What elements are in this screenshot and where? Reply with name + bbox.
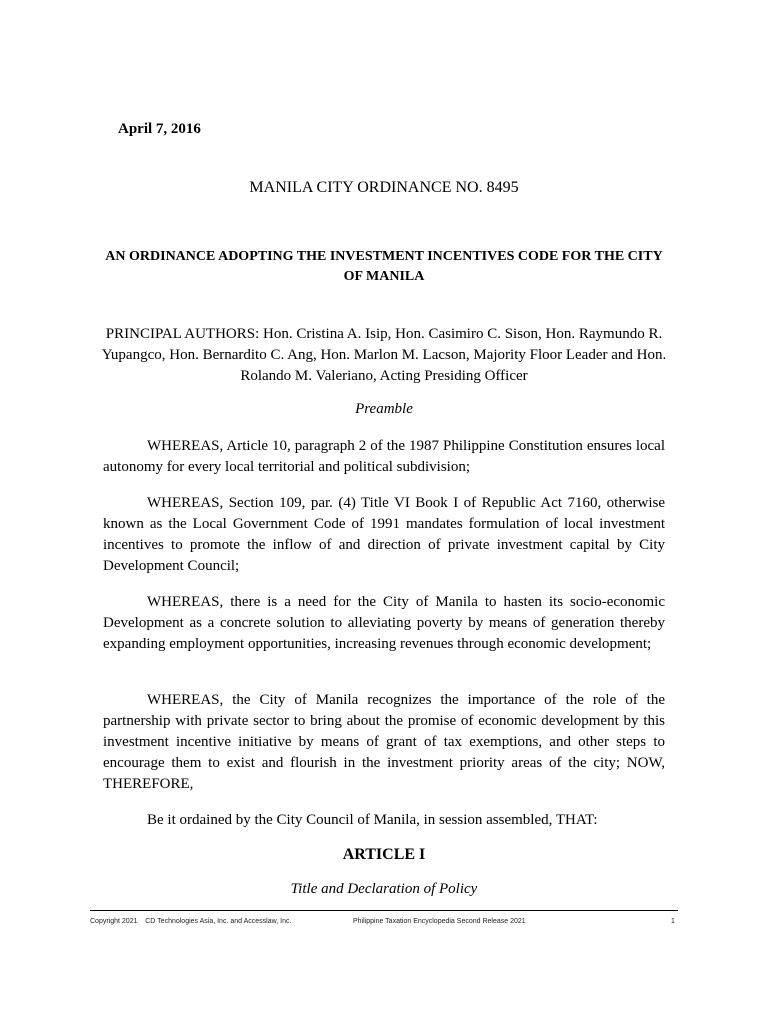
ordinance-title: MANILA CITY ORDINANCE NO. 8495: [249, 179, 519, 196]
whereas-clause-1: WHEREAS, Article 10, paragraph 2 of the 1987 Philippine Constitution ensures local autonomy for every local territorial and political subdivision;: [103, 438, 665, 475]
whereas-clause-4: WHEREAS, the City of Manila recognizes the importance of the role of the partnership with private sector to bring about the promise of economic development by this investment incentive initiative by means of grant of tax exemptions, and other steps to encourage them to exist and flourish in the investment priority areas of the city; NOW, THEREFORE,: [103, 692, 665, 792]
footer-divider: [90, 910, 678, 911]
article-subheading: Title and Declaration of Policy: [290, 881, 478, 897]
footer-page-number: 1: [671, 918, 675, 925]
footer-publication: Philippine Taxation Encyclopedia Second Release 2021: [353, 918, 526, 925]
preamble-heading: Preamble: [355, 401, 413, 417]
whereas-clause-3: WHEREAS, there is a need for the City of Manila to hasten its socio-economic Development as a concrete solution to alleviating poverty by means of generation thereby expanding employment opportunities, increasing revenues through economic development;: [103, 594, 665, 652]
ordinance-subtitle: AN ORDINANCE ADOPTING THE INVESTMENT INCENTIVES CODE FOR THE CITY OF MANILA: [105, 249, 663, 284]
article-heading: ARTICLE I: [342, 846, 426, 863]
enacting-clause: Be it ordained by the City Council of Manila, in session assembled, THAT:: [147, 812, 598, 828]
ordinance-date: April 7, 2016: [118, 121, 201, 137]
whereas-clause-2: WHEREAS, Section 109, par. (4) Title VI Book I of Republic Act 7160, otherwise known as the Local Government Code of 1991 mandates formulation of local investment incentives to promote the inflow of and direction of private investment capital by City Development Council;: [103, 495, 665, 574]
principal-authors: PRINCIPAL AUTHORS: Hon. Cristina A. Isip, Hon. Casimiro C. Sison, Hon. Raymundo R. Yupangco, Hon. Bernardito C. Ang, Hon. Marlon M. Lacson, Majority Floor Leader and Hon. Rolando M. Valeriano, Acting Presiding Officer: [101, 326, 667, 384]
footer-copyright: Copyright 2021 CD Technologies Asia, Inc. and Accesslaw, Inc.: [90, 918, 292, 925]
